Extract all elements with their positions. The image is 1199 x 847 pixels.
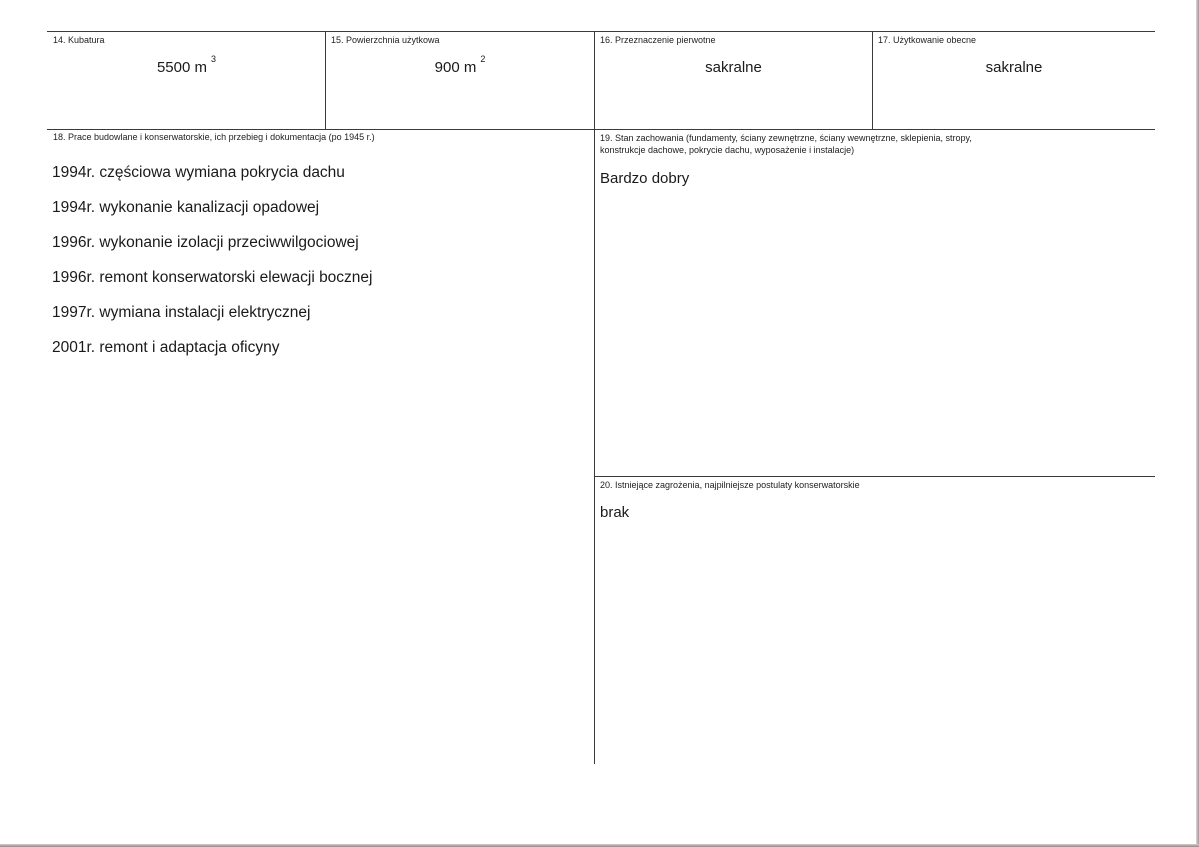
field-20-label: 20. Istniejące zagrożenia, najpilniejsze postulaty konserwatorskie [600,480,860,490]
field-19-label-line1: 19. Stan zachowania (fundamenty, ściany zewnętrzne, ściany wewnętrzne, sklepienia, stropy, [600,133,972,143]
field-14-number: 5500 m [156,59,208,76]
work-item-6: 2001r. remont i adaptacja oficyny [52,339,280,356]
row-rule-18-19 [47,129,1155,130]
divider-18-19 [594,129,595,764]
field-15-value [326,54,594,76]
field-15-exponent: 2 [480,54,486,64]
field-17-label: 17. Użytkowanie obecne [878,35,977,45]
field-17-value: sakralne [985,59,1043,76]
field-15-number: 900 m [434,59,477,76]
work-item-2: 1994r. wykonanie kanalizacji opadowej [52,199,320,216]
field-14-exponent: 3 [211,54,217,64]
field-14-value [48,54,325,76]
field-15-label: 15. Powierzchnia użytkowa [331,35,440,45]
field-14-label: 14. Kubatura [53,35,105,45]
field-18-label: 18. Prace budowlane i konserwatorskie, ich przebieg i dokumentacja (po 1945 r.) [53,132,375,142]
divider-16-17 [872,31,873,129]
field-19-label-line2: konstrukcje dachowe, pokrycie dachu, wyposażenie i instalacje) [600,145,855,155]
field-16-label: 16. Przeznaczenie pierwotne [600,35,716,45]
field-16-value: sakralne [705,59,762,76]
field-20-value: brak [600,504,630,521]
top-rule [47,31,1155,32]
work-item-3: 1996r. wykonanie izolacji przeciwwilgociowej [52,234,359,251]
divider-15-16 [594,31,595,129]
work-item-5: 1997r. wymiana instalacji elektrycznej [52,304,311,321]
field-19-value: Bardzo dobry [600,170,690,187]
work-item-4: 1996r. remont konserwatorski elewacji bocznej [52,269,373,286]
work-item-1: 1994r. częściowa wymiana pokrycia dachu [52,164,345,181]
divider-14-15 [325,31,326,129]
row-rule-19-20 [594,476,1155,477]
